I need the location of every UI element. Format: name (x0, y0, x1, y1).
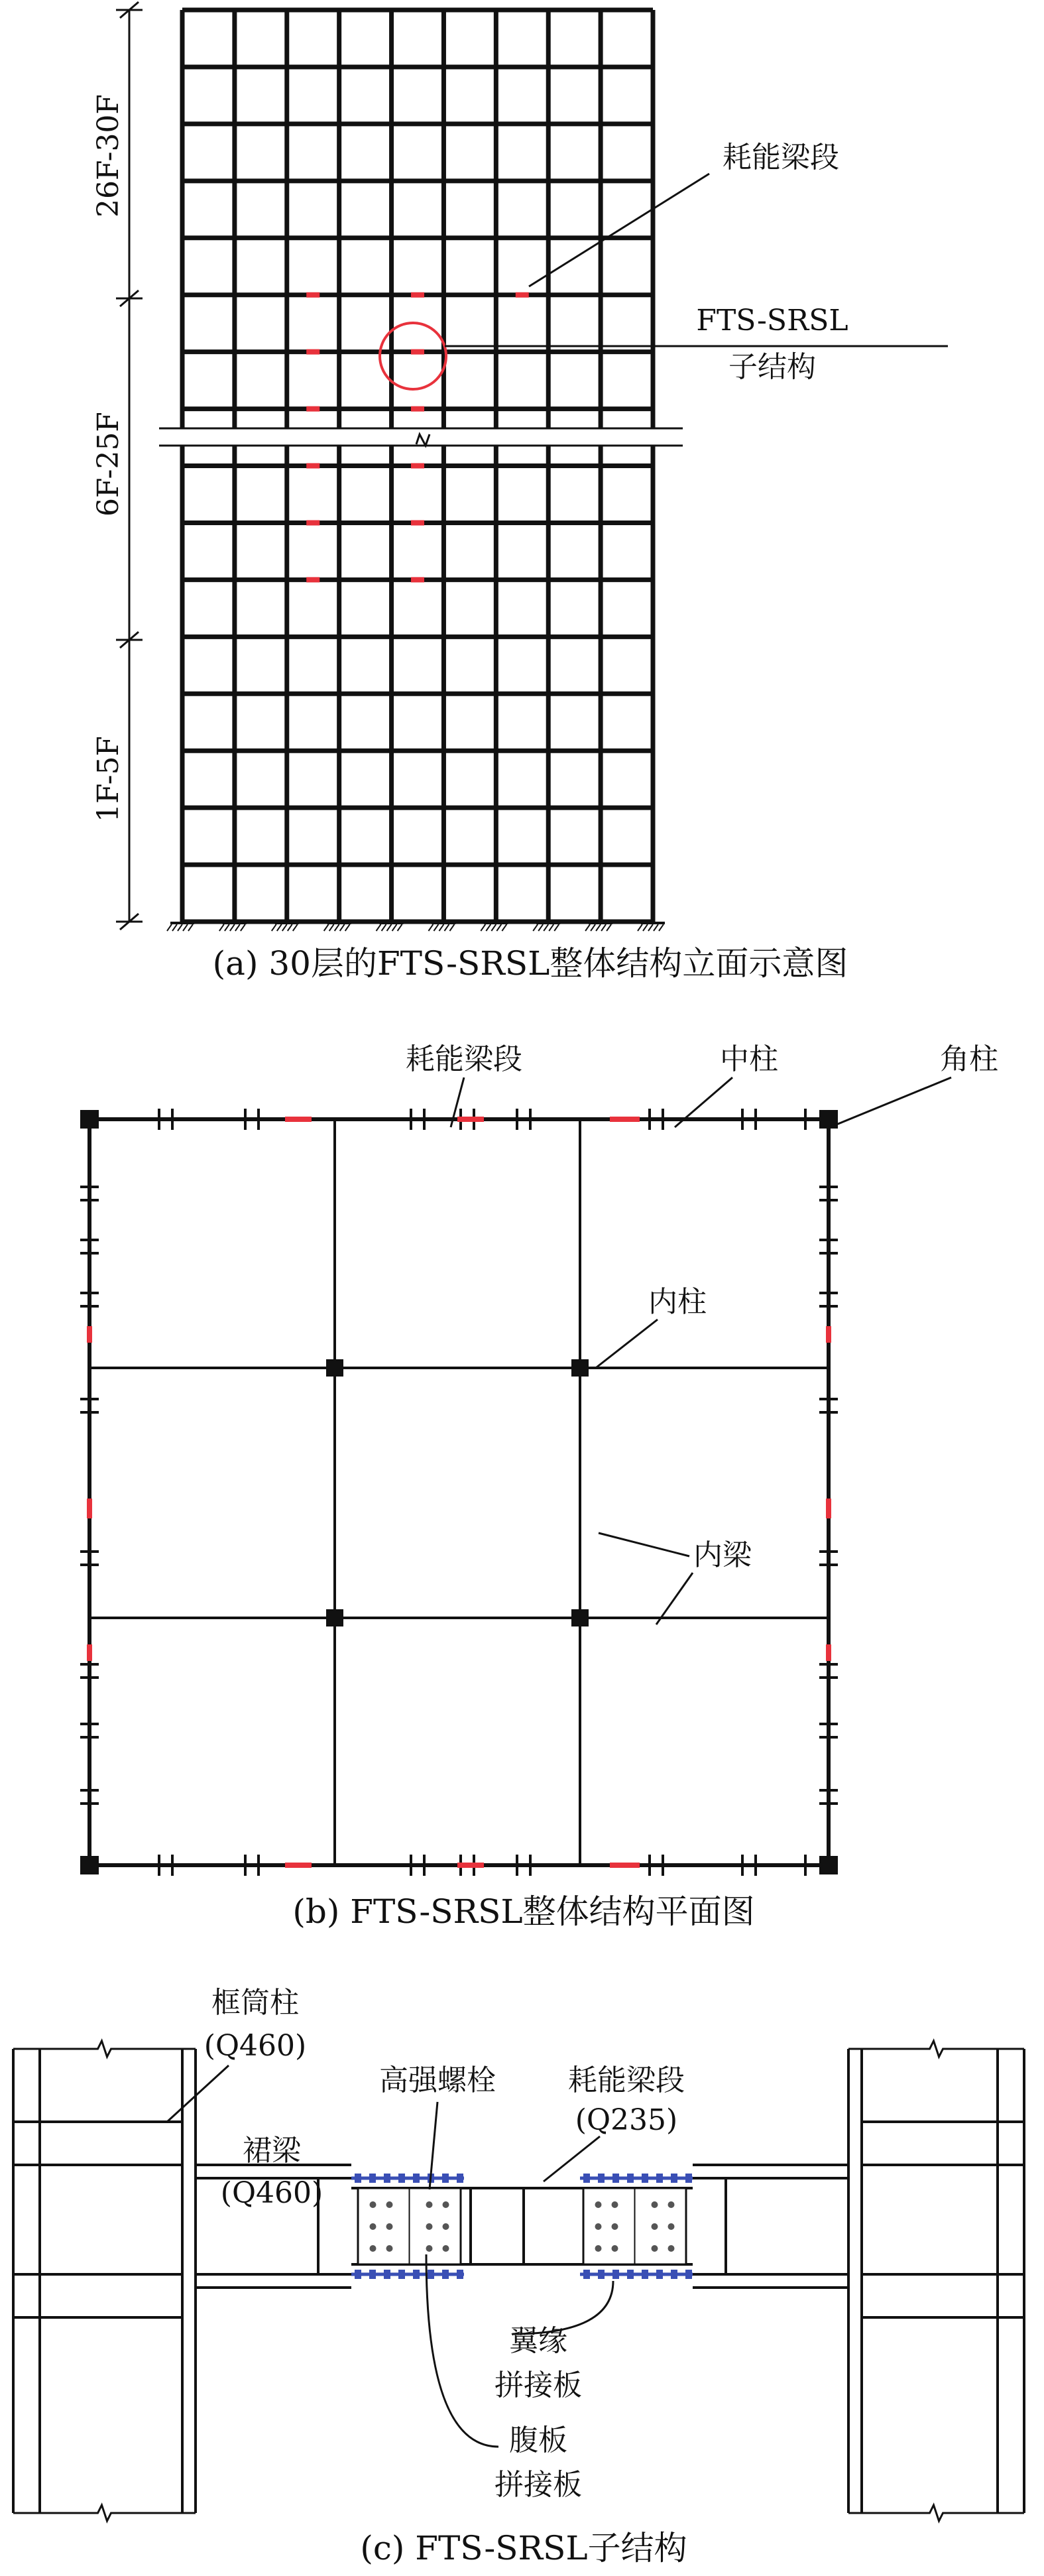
corner-column (80, 1110, 99, 1129)
link-beam-label: 耗能梁段 (723, 141, 839, 174)
web-bolt (595, 2245, 602, 2252)
flange-bolt (369, 2174, 376, 2183)
flange-bolt (413, 2270, 420, 2279)
corner-column (80, 1856, 99, 1874)
flange-bolt (457, 2174, 463, 2183)
web-bolt (386, 2201, 393, 2208)
support-hatch (591, 924, 595, 931)
support-hatch (230, 924, 235, 931)
support-hatch (554, 924, 559, 931)
fixed-supports (167, 923, 665, 931)
flange-bolt (442, 2174, 449, 2183)
support-hatch (496, 924, 501, 931)
corner-column-leader (830, 1077, 951, 1127)
support-hatch (329, 924, 334, 931)
link-segment-leader (544, 2136, 600, 2181)
link-segment-grade: (Q235) (575, 2103, 678, 2137)
support-hatch (225, 924, 229, 931)
corner-column (819, 1856, 838, 1874)
flange-bolt (457, 2270, 463, 2279)
spandrel-label: 裙梁 (243, 2134, 301, 2168)
plan-link-beams (89, 1119, 829, 1865)
web-bolt (595, 2223, 602, 2230)
support-hatch (607, 924, 611, 931)
support-hatch (335, 924, 339, 931)
support-hatch (235, 924, 240, 931)
link-beam-leader (529, 174, 709, 286)
inner-beam-label: 内梁 (693, 1538, 752, 1572)
support-hatch (188, 924, 193, 931)
web-bolt (386, 2245, 393, 2252)
tube-column-label: 框筒柱 (211, 1986, 299, 2020)
web-bolt (668, 2223, 675, 2230)
flange-bolt (384, 2174, 390, 2183)
support-hatch (382, 924, 386, 931)
support-hatch (648, 924, 653, 931)
support-hatch (596, 924, 601, 931)
support-hatch (643, 924, 648, 931)
caption-c: (c) FTS-SRSL子结构 (360, 2529, 687, 2567)
flange-bolt (671, 2270, 677, 2279)
flange-bolt (642, 2270, 648, 2279)
inner-column-label: 内柱 (648, 1285, 707, 1319)
support-hatch (491, 924, 496, 931)
support-hatch (481, 924, 485, 931)
support-hatch (172, 924, 177, 931)
flange-bolt (369, 2270, 376, 2279)
inner-column (571, 1609, 589, 1626)
web-bolt (370, 2223, 377, 2230)
support-hatch (345, 924, 350, 931)
flange-bolt (413, 2174, 420, 2183)
flange-bolt (355, 2174, 361, 2183)
support-hatch (293, 924, 298, 931)
support-hatch (392, 924, 397, 931)
flange-plate-label-2: 拼接板 (494, 2368, 582, 2402)
support-hatch (377, 924, 381, 931)
web-bolt (652, 2201, 658, 2208)
story-label-6-25: 6F-25F (91, 412, 125, 517)
support-hatch (533, 924, 538, 931)
flange-bolt (656, 2270, 663, 2279)
web-bolt (370, 2245, 377, 2252)
spandrel-grade: (Q460) (220, 2176, 323, 2210)
plan-link-beam-label: 耗能梁段 (406, 1042, 522, 1076)
web-bolt (595, 2201, 602, 2208)
support-hatch (444, 924, 449, 931)
support-hatch (340, 924, 345, 931)
web-bolt (426, 2245, 433, 2252)
tube-column-grade: (Q460) (203, 2029, 307, 2063)
flange-bolt (642, 2174, 648, 2183)
support-hatch (272, 924, 276, 931)
inner-column-leader (597, 1319, 658, 1367)
web-bolt (370, 2201, 377, 2208)
web-plate-label-1: 腹板 (509, 2423, 567, 2457)
flange-bolt (355, 2270, 361, 2279)
web-bolt (386, 2223, 393, 2230)
flange-bolt (656, 2174, 663, 2183)
flange-bolt (598, 2174, 605, 2183)
inner-column (326, 1359, 343, 1377)
flange-bolt (627, 2270, 634, 2279)
web-plate-leader (426, 2254, 498, 2447)
support-hatch (219, 924, 224, 931)
web-bolt (668, 2201, 675, 2208)
support-hatch (241, 924, 245, 931)
support-hatch (659, 924, 664, 931)
web-bolt (443, 2223, 449, 2230)
substructure-diagram (13, 1986, 1024, 2567)
web-bolt (612, 2223, 618, 2230)
web-bolt (612, 2201, 618, 2208)
flange-bolt (685, 2270, 692, 2279)
support-hatch (544, 924, 548, 931)
plan-diagram (80, 1042, 998, 1931)
inner-column (571, 1359, 589, 1377)
support-hatch (601, 924, 606, 931)
flange-bolt (685, 2174, 692, 2183)
story-label-26-30: 26F-30F (91, 94, 125, 217)
flange-bolt (398, 2270, 405, 2279)
flange-bolt (612, 2174, 619, 2183)
web-bolt (443, 2201, 449, 2208)
corner-column-label: 角柱 (940, 1042, 998, 1076)
web-bolt (612, 2245, 618, 2252)
web-bolt (443, 2245, 449, 2252)
support-hatch (398, 924, 402, 931)
plan-beam-splice-ticks (80, 1109, 838, 1876)
support-hatch (439, 924, 443, 931)
inner-beam-leader-1 (599, 1533, 689, 1556)
support-hatch (277, 924, 282, 931)
flange-bolt (583, 2174, 590, 2183)
support-hatch (654, 924, 658, 931)
web-bolt (652, 2223, 658, 2230)
support-hatch (178, 924, 182, 931)
support-hatch (549, 924, 553, 931)
support-hatch (449, 924, 454, 931)
web-bolt (426, 2201, 433, 2208)
link-segment-label: 耗能梁段 (568, 2063, 685, 2097)
elevation-diagram (91, 2, 948, 983)
bolt-label: 高强螺栓 (379, 2063, 496, 2097)
support-hatch (486, 924, 491, 931)
plan-columns (80, 1110, 838, 1874)
web-bolt (668, 2245, 675, 2252)
plan-frame (89, 1119, 829, 1865)
flange-plate-label-1: 翼缘 (509, 2324, 567, 2358)
support-hatch (428, 924, 433, 931)
support-hatch (167, 924, 172, 931)
flange-bolt (428, 2270, 434, 2279)
caption-a: (a) 30层的FTS-SRSL整体结构立面示意图 (212, 944, 848, 983)
support-hatch (502, 924, 506, 931)
flange-bolt (612, 2270, 619, 2279)
support-hatch (434, 924, 438, 931)
mid-column-label: 中柱 (720, 1042, 778, 1076)
substructure-label-line2: 子结构 (728, 350, 816, 384)
support-hatch (538, 924, 543, 931)
support-hatch (282, 924, 287, 931)
flange-bolt (398, 2174, 405, 2183)
web-bolt (426, 2223, 433, 2230)
support-hatch (387, 924, 392, 931)
flange-bolt (627, 2174, 634, 2183)
web-plate-label-2: 拼接板 (494, 2468, 582, 2502)
support-hatch (183, 924, 188, 931)
web-bolt (652, 2245, 658, 2252)
support-hatch (585, 924, 590, 931)
flange-bolt (598, 2270, 605, 2279)
tube-column-leader (167, 2065, 229, 2122)
story-label-1-5: 1F-5F (91, 736, 125, 822)
flange-bolt (671, 2174, 677, 2183)
flange-bolt (442, 2270, 449, 2279)
support-hatch (324, 924, 329, 931)
support-hatch (288, 924, 292, 931)
flange-bolt (583, 2270, 590, 2279)
support-hatch (638, 924, 642, 931)
flange-bolt (384, 2270, 390, 2279)
caption-b: (b) FTS-SRSL整体结构平面图 (292, 1892, 755, 1931)
substructure-label-line1: FTS-SRSL (696, 304, 848, 337)
inner-column (326, 1609, 343, 1626)
